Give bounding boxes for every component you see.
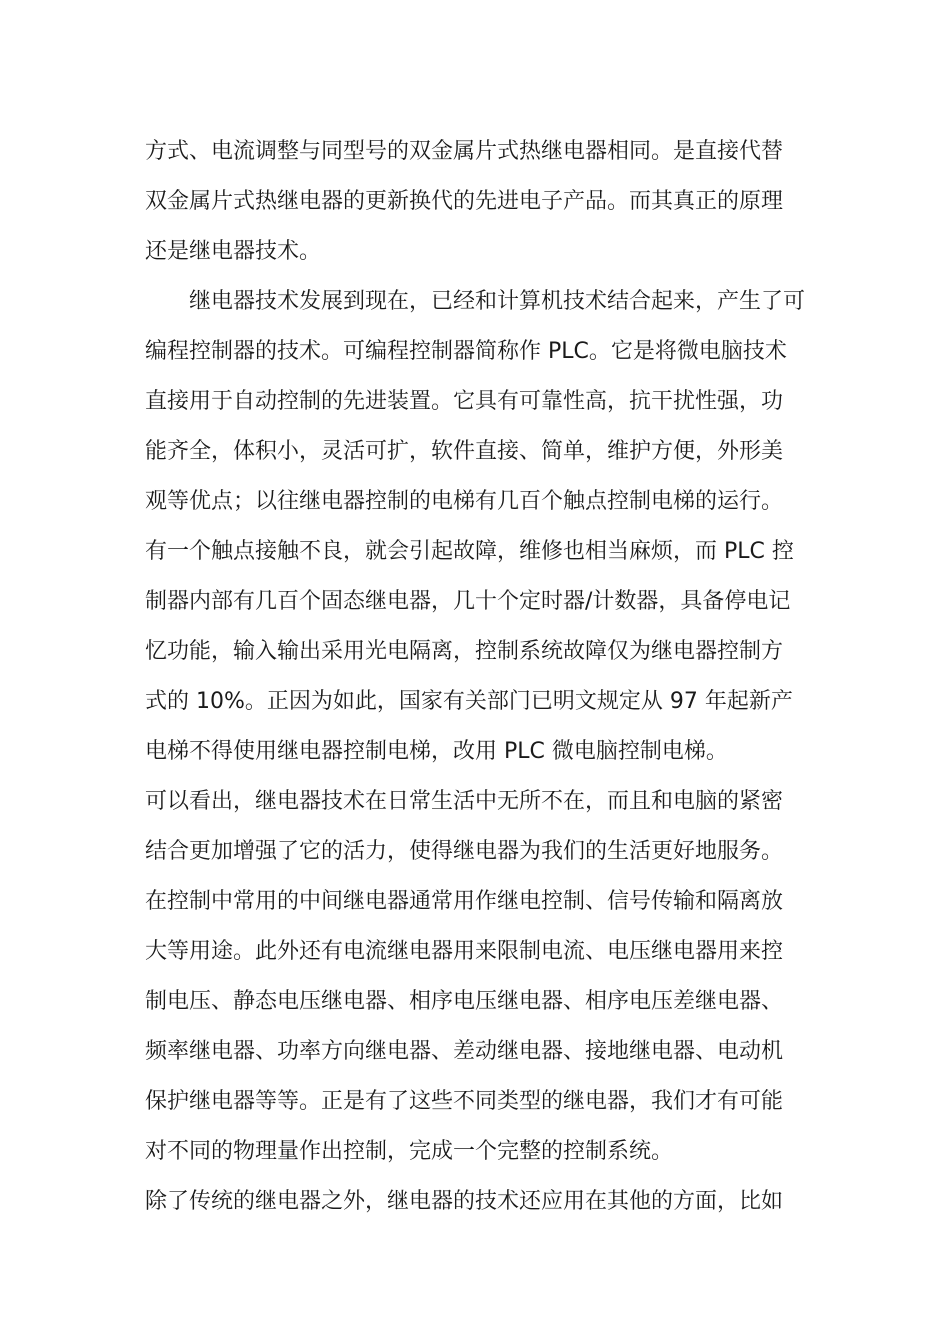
text-line: 双金属片式热继电器的更新换代的先进电子产品。而其真正的原理 [145, 189, 784, 214]
text-line: 对不同的物理量作出控制，完成一个完整的控制系统。 [145, 1139, 674, 1164]
text-line: 大等用途。此外还有电流继电器用来限制电流、电压继电器用来控 [145, 939, 784, 964]
text-line: 可以看出，继电器技术在日常生活中无所不在，而且和电脑的紧密 [145, 789, 784, 814]
text-line: 忆功能，输入输出采用光电隔离，控制系统故障仅为继电器控制方 [145, 639, 784, 664]
text-line: 频率继电器、功率方向继电器、差动继电器、接地继电器、电动机 [145, 1039, 784, 1064]
text-line: 还是继电器技术。 [145, 239, 322, 264]
text-line: 直接用于自动控制的先进装置。它具有可靠性高，抗干扰性强，功 [145, 389, 784, 414]
text-line: 结合更加增强了它的活力，使得继电器为我们的生活更好地服务。 [145, 839, 784, 864]
text-line: 制器内部有几百个固态继电器，几十个定时器/计数器，具备停电记 [145, 589, 791, 614]
text-line: 观等优点；以往继电器控制的电梯有几百个触点控制电梯的运行。 [145, 489, 784, 514]
text-line: 式的 10%。正因为如此，国家有关部门已明文规定从 97 年起新产 [145, 689, 793, 714]
text-line: 电梯不得使用继电器控制电梯，改用 PLC 微电脑控制电梯。 [145, 739, 728, 764]
text-line: 除了传统的继电器之外，继电器的技术还应用在其他的方面，比如 [145, 1189, 784, 1214]
text-line: 编程控制器的技术。可编程控制器简称作 PLC。它是将微电脑技术 [145, 339, 787, 364]
text-line: 保护继电器等等。正是有了这些不同类型的继电器，我们才有可能 [145, 1089, 784, 1114]
body-text [145, 127, 805, 1227]
text-line: 方式、电流调整与同型号的双金属片式热继电器相同。是直接代替 [145, 139, 784, 164]
text-line: 有一个触点接触不良，就会引起故障，维修也相当麻烦，而 PLC 控 [145, 539, 794, 564]
text-line: 在控制中常用的中间继电器通常用作继电控制、信号传输和隔离放 [145, 889, 784, 914]
text-line: 继电器技术发展到现在，已经和计算机技术结合起来，产生了可 [145, 289, 806, 314]
text-line: 制电压、静态电压继电器、相序电压继电器、相序电压差继电器、 [145, 989, 784, 1014]
text-line: 能齐全，体积小，灵活可扩，软件直接、简单，维护方便，外形美 [145, 439, 784, 464]
